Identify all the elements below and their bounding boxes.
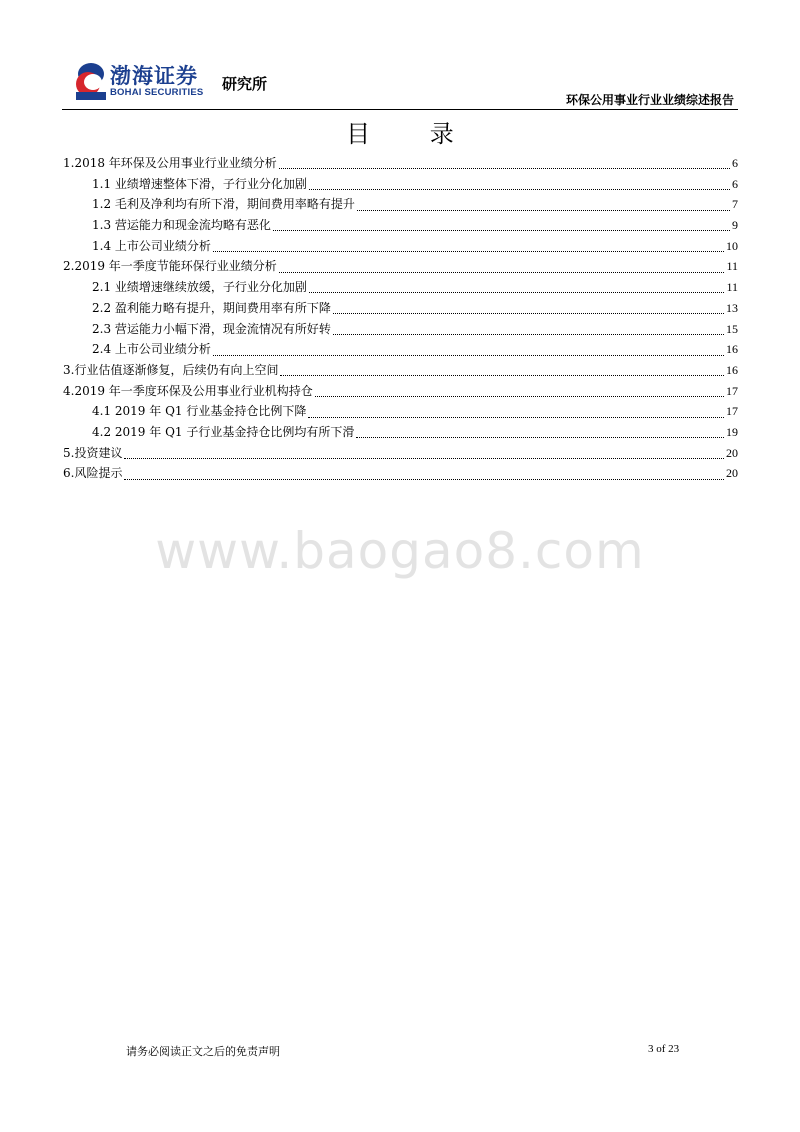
toc-entry-page: 10 (726, 238, 738, 253)
toc-leader-dots (356, 436, 724, 438)
toc-entry-text: 2.2019 年一季度节能环保行业业绩分析 (63, 259, 277, 274)
toc-entry-text: 6.风险提示 (63, 466, 123, 481)
toc-leader-dots (124, 457, 724, 459)
logo-chinese-name: 渤海证券 (110, 64, 198, 88)
watermark: www.baogao8.com (155, 522, 645, 580)
toc-entry[interactable] (63, 174, 738, 195)
toc-entry-text: 1.1 业绩增速整体下滑，子行业分化加剧 (92, 176, 307, 191)
toc-entry-page: 17 (726, 404, 738, 419)
toc-entry-page: 17 (726, 383, 738, 398)
toc-entry[interactable] (63, 194, 738, 215)
toc-entry[interactable] (63, 236, 738, 257)
toc-entry[interactable] (63, 422, 738, 443)
toc-entry-page: 16 (726, 362, 738, 377)
toc-entry[interactable] (63, 298, 738, 319)
bohai-logo-icon (76, 60, 108, 100)
toc-entry[interactable] (63, 401, 738, 422)
toc-entry-text: 2.3 营运能力小幅下滑，现金流情况有所好转 (92, 321, 331, 336)
toc-entry-text: 2.4 上市公司业绩分析 (92, 342, 211, 357)
footer-disclaimer: 请务必阅读正文之后的免责声明 (126, 1045, 280, 1058)
toc-entry[interactable] (63, 381, 738, 402)
toc-entry-page: 19 (726, 424, 738, 439)
toc-entry-text: 4.2019 年一季度环保及公用事业行业机构持仓 (63, 383, 313, 398)
report-title: 环保公用事业行业业绩综述报告 (565, 93, 734, 107)
toc-entry-page: 6 (732, 156, 738, 170)
toc-leader-dots (279, 271, 725, 273)
toc-leader-dots (279, 167, 730, 169)
toc-leader-dots (333, 333, 724, 335)
toc-entry-page: 15 (726, 321, 738, 336)
toc-entry-text: 1.2018 年环保及公用事业行业业绩分析 (63, 156, 277, 170)
toc-entry-text: 4.1 2019 年 Q1 行业基金持仓比例下降 (92, 404, 307, 419)
header-divider (62, 109, 738, 110)
toc-entry-page: 20 (726, 466, 738, 481)
toc-leader-dots (213, 250, 724, 252)
footer-page-number: 3 of 23 (648, 1043, 680, 1055)
toc-entry[interactable] (63, 153, 738, 174)
toc-leader-dots (124, 478, 724, 480)
toc-entry-page: 11 (726, 259, 738, 274)
toc-entry-page: 11 (726, 280, 738, 295)
toc-entry[interactable] (63, 277, 738, 298)
toc-entry[interactable] (63, 443, 738, 464)
toc-entry-page: 20 (726, 445, 738, 460)
toc-entry-page: 6 (732, 176, 738, 191)
toc-leader-dots (333, 312, 724, 314)
toc-entry-page: 13 (726, 300, 738, 315)
toc-entry-text: 1.3 营运能力和现金流均略有恶化 (92, 218, 271, 233)
toc-entry-text: 1.4 上市公司业绩分析 (92, 238, 211, 253)
toc-entry[interactable] (63, 463, 738, 484)
toc-entry[interactable] (63, 215, 738, 236)
toc-heading: 目 录 (346, 120, 480, 148)
toc-leader-dots (273, 229, 730, 231)
toc-entry[interactable] (63, 360, 738, 381)
logo-english-name: BOHAI SECURITIES (110, 87, 204, 98)
company-logo (76, 60, 286, 106)
toc-entry-text: 4.2 2019 年 Q1 子行业基金持仓比例均有所下滑 (92, 424, 355, 439)
toc-leader-dots (308, 416, 724, 418)
table-of-contents (63, 153, 738, 484)
toc-leader-dots (315, 395, 724, 397)
toc-entry-text: 3.行业估值逐渐修复，后续仍有向上空间 (63, 362, 279, 377)
toc-entry[interactable] (63, 339, 738, 360)
toc-leader-dots (280, 374, 724, 376)
toc-entry-page: 7 (732, 197, 738, 212)
toc-entry[interactable] (63, 256, 738, 277)
toc-leader-dots (309, 188, 730, 190)
toc-entry-text: 5.投资建议 (63, 445, 123, 460)
toc-entry-text: 1.2 毛利及净利均有所下滑，期间费用率略有提升 (92, 197, 355, 212)
toc-entry-page: 9 (732, 218, 738, 233)
logo-department: 研究所 (222, 75, 268, 93)
toc-entry-page: 16 (726, 342, 738, 357)
toc-entry-text: 2.1 业绩增速继续放缓，子行业分化加剧 (92, 280, 307, 295)
toc-leader-dots (357, 209, 730, 211)
toc-leader-dots (213, 354, 724, 356)
toc-leader-dots (309, 291, 725, 293)
toc-entry[interactable] (63, 319, 738, 340)
toc-entry-text: 2.2 盈利能力略有提升，期间费用率有所下降 (92, 300, 331, 315)
